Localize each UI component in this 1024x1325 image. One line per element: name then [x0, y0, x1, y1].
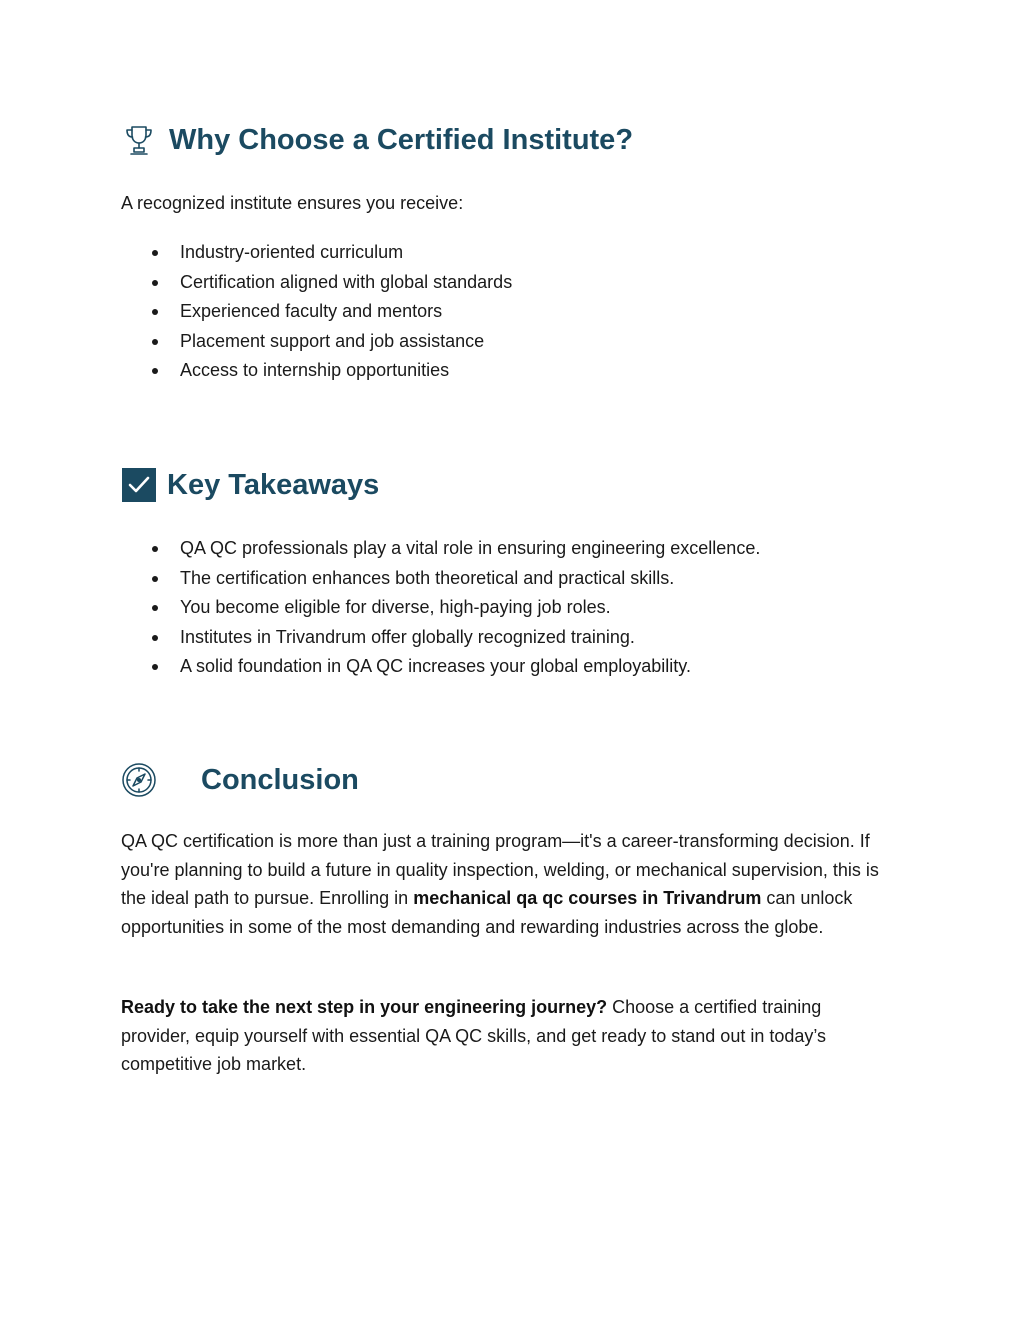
section-title: Key Takeaways [167, 468, 380, 501]
compass-icon [121, 762, 157, 798]
list-item: You become eligible for diverse, high-paying job roles. [121, 593, 760, 623]
list-item: A solid foundation in QA QC increases your global employability. [121, 652, 760, 682]
paragraph-text: can unlock opportunities in some of the most demanding and rewarding industries across the globe. [121, 888, 853, 938]
trophy-icon [121, 122, 157, 158]
bold-keyword: mechanical qa qc courses in Trivandrum [413, 888, 762, 909]
bold-lead: Ready to take the next step in your engineering journey? [121, 997, 608, 1017]
list-item: Industry-oriented curriculum [121, 238, 512, 268]
call-to-action-paragraph [121, 993, 891, 1079]
bullet-list-benefits [121, 238, 512, 386]
section-intro: A recognized institute ensures you receive: [121, 193, 464, 213]
check-box-icon [121, 467, 157, 503]
section-title: Why Choose a Certified Institute? [169, 123, 634, 156]
list-item: Access to internship opportunities [121, 356, 512, 386]
list-item: Experienced faculty and mentors [121, 297, 512, 327]
list-item: Certification aligned with global standards [121, 268, 512, 298]
list-item: Institutes in Trivandrum offer globally recognized training. [121, 623, 760, 653]
section-heading-why-choose [121, 122, 633, 158]
paragraph-text: QA QC certification is more than just a training program—it's a career-transforming decision. If you're planning to build a future in quality inspection, welding, or mechanical supervision, this is the ideal path to pursue. Enrolling in [121, 831, 879, 909]
list-item: Placement support and job assistance [121, 327, 512, 357]
section-heading-key-takeaways [121, 467, 379, 503]
bullet-list-takeaways [121, 534, 760, 682]
section-heading-conclusion [121, 762, 359, 798]
section-title: Conclusion [201, 763, 359, 796]
list-item: QA QC professionals play a vital role in ensuring engineering excellence. [121, 534, 760, 564]
list-item: The certification enhances both theoretical and practical skills. [121, 564, 760, 594]
paragraph-text: Choose a certified training provider, equip yourself with essential QA QC skills, and get ready to stand out in today’s competitive job market. [121, 997, 827, 1075]
conclusion-paragraph [121, 827, 891, 942]
